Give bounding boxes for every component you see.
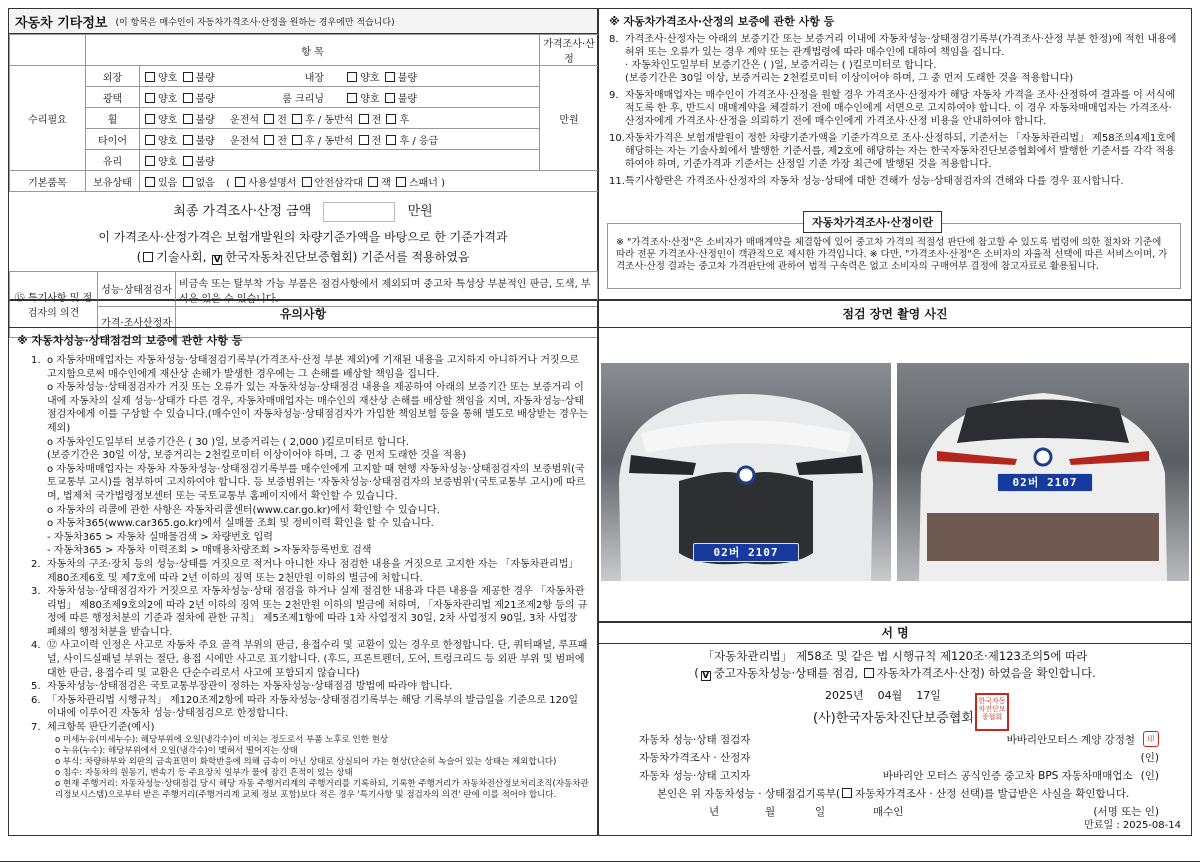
list-item: 5. 자동차성능·상태점검은 국토교통부장관이 정하는 자동차성능·상태점검 방법에 따라야 합니다. bbox=[31, 681, 453, 693]
gloss-options: 양호 불량 룸 크리닝 양호 불량 bbox=[140, 87, 540, 108]
checkbox[interactable] bbox=[183, 156, 193, 166]
photos-panel bbox=[598, 300, 1192, 622]
checkbox[interactable] bbox=[183, 72, 193, 82]
rear-car-illustration bbox=[897, 363, 1189, 581]
checkbox[interactable] bbox=[264, 135, 274, 145]
signature-date: 2025년 04월 17일 bbox=[825, 689, 941, 702]
price-guarantee-panel bbox=[598, 8, 1192, 300]
basic-label: 기본품목 bbox=[10, 171, 86, 192]
basis-standard: ( 기술사회, V 한국자동차진단보증협회) 기준서를 적용하였음 bbox=[136, 249, 470, 265]
list-item: 1. o 자동차매매업자는 자동차성능·상태점검기록부(가격조사·산정 부분 제외)에 기재된 내용을 고지하지 아니하거나 거짓으로 고지함으로써 매수인에게 재산상 손해가 발생한 경우에는 그 손해를 배상할 책임을 집니다. bbox=[31, 355, 579, 380]
photos-header: 점검 장면 촬영 사진 bbox=[599, 301, 1191, 328]
checkbox[interactable] bbox=[368, 177, 378, 187]
price-won: 만원 bbox=[540, 66, 599, 171]
checkbox[interactable] bbox=[347, 72, 357, 82]
list-item: o 현재 주행거리: 자동차성능·상태점검 당시 해당 자동 주행거리계의 주행거리를 기록하되, 기록한 주행거리가 자동차전산정보처리조직(자동차관리정보시스템)으로부터 받은 주행거리(주행거리계 교체 정보 포함)보다 적은 경우 '특기사항 및 점검자의 의견' 란에 이를 적어야 합니다. bbox=[55, 778, 589, 800]
list-item: o 자동차성능·상태점검자가 거짓 또는 오류가 있는 자동차성능·상태점검 내용을 제공하여 아래의 보증기간 또는 보증거리 이내에 자동차의 실제 성능·상태가 다른 경우, 자동차매매업자는 매수인의 재산상 손해를 배상할 책임을 지며, 자동차성능·상태점검자에게 이를 구상할 수 있습니다.(매수인이 자동차성능·상태점검자가 가입한 책임보험 등을 통해 별도로 배상받는 경우는 제외) bbox=[47, 382, 589, 434]
checkbox-tech-society[interactable] bbox=[143, 252, 153, 262]
checkbox-kaa[interactable]: V bbox=[213, 254, 221, 265]
row-glass: 유리 bbox=[86, 150, 140, 171]
notes-title: ※ 자동차성능·상태점검의 보증에 관한 사항 등 bbox=[17, 334, 243, 347]
price-definition-title: 자동차가격조사·산정이란 bbox=[803, 211, 942, 233]
list-item: o 자동차의 리콜에 관한 사항은 자동차리콜센터(www.car.go.kr)에서 확인할 수 있습니다. bbox=[47, 504, 440, 516]
notes-panel bbox=[8, 300, 598, 836]
signature-confirm-line: ( V 중고자동차성능·상태를 점검, 자동차가격조사·산정) 하였음을 확인합니다. bbox=[694, 666, 1096, 681]
checkbox[interactable] bbox=[347, 93, 357, 103]
glass-options: 양호 불량 bbox=[140, 150, 540, 171]
expiry-date: 만료일 : 2025-08-14 bbox=[1084, 820, 1181, 831]
checkbox[interactable] bbox=[386, 114, 396, 124]
notes-header: 유의사항 bbox=[9, 301, 597, 328]
checkbox-appraisal[interactable] bbox=[864, 668, 874, 678]
signature-panel bbox=[598, 622, 1192, 836]
signer-row: 자동차 성능·상태 점검자 바바리안모터스 계양 강정철 印 bbox=[639, 731, 1159, 749]
final-price-input[interactable] bbox=[323, 202, 395, 222]
row-room-cleaning: 룸 크리닝 bbox=[282, 93, 325, 105]
checkbox[interactable] bbox=[292, 135, 302, 145]
association-name: (사)한국자동차진단보증협회 bbox=[813, 711, 974, 726]
tire-options: 양호 불량 운전석 전 후 / 동반석 전 후 / 응급 bbox=[140, 129, 540, 150]
list-item: o 자동차365(www.car365.go.kr)에서 실매물 조회 및 정비이력 확인을 할 수 있습니다. bbox=[47, 518, 434, 530]
checkbox[interactable] bbox=[145, 114, 155, 124]
signature-header: 서 명 bbox=[599, 623, 1191, 644]
checkbox[interactable] bbox=[145, 156, 155, 166]
header-price: 가격조사·산정 bbox=[540, 35, 599, 66]
repair-table bbox=[9, 34, 599, 192]
price-guarantee-title: ※ 자동차가격조사·산정의 보증에 관한 사항 등 bbox=[609, 15, 835, 28]
list-item: o 자동차매매업자는 자동차 자동차성능·상태점검기록부를 매수인에게 고지할 때 현행 자동차성능·상태점검자의 보증범위(국토교통부 고시)를 첨부하여 고지하여야 합니다. 등 보증범위는 '자동차성능·상태점검자의 보증범위'(국토교통부 고시)에 따르며, 법제처 국가법령정보센터 또는 국토교통부 홈페이지에서 확인할 수 있습니다. bbox=[47, 463, 586, 502]
row-gloss: 광택 bbox=[86, 87, 140, 108]
list-item: 11. 특기사항란은 가격조사·산정자의 자동차 성능·상태에 대한 견해가 성능·상태점검자의 견해와 다를 경우 표시합니다. bbox=[609, 176, 1124, 187]
list-item: o 미세누유(미세누수): 해당부위에 오일(냉각수)이 비치는 정도로서 부품 노후로 인한 현상 bbox=[55, 734, 389, 745]
row-interior: 내장 bbox=[304, 72, 325, 84]
list-item: - 자동차365 > 자동차 실매물검색 > 차량번호 입력 bbox=[47, 531, 273, 543]
list-item: 3. 자동차성능·상태점검자가 거짓으로 자동차성능·상태 점검을 하거나 실제 점검한 내용과 다른 내용을 제공한 경우 「자동차관리법」 제80조제9호의2에 따라 2년 이하의 징역 또는 2천만원 이하의 벌금에 처하며, 「자동차관리법 제21조제2항 등의 규정에 따른 행정처분의 기준과 절차에 관한 규칙」 제5조제1항에 따라 1차 사업정지 30일, 2차 사업정지 90일, 3차 사업장 폐쇄의 행정처분을 받습니다. bbox=[31, 586, 588, 638]
holding-options: 있음 없음 ( 사용설명서 안전삼각대 잭 스패너 ) bbox=[140, 171, 599, 192]
signer-row: 자동차 성능·상태 고지자 바바리안 모터스 공식인증 중고차 BPS 자동차매매업소 (인) bbox=[639, 770, 1159, 782]
checkbox[interactable] bbox=[302, 177, 312, 187]
checkbox[interactable] bbox=[385, 72, 395, 82]
list-item: o 부식: 차량하부와 외판의 금속표면이 화학반응에 의해 금속이 아닌 상태로 상실되어 가는 현상(단순히 녹슬어 있는 상태는 제외합니다) bbox=[55, 756, 557, 767]
signer-list bbox=[639, 731, 1159, 821]
list-item: o 누유(누수): 해당부위에서 오일(냉각수)이 맺혀서 떨어지는 상태 bbox=[55, 745, 298, 756]
basis-line: 이 가격조사·산정가격은 보험개발원의 차량기준가액을 바탕으로 한 기준가격과 bbox=[98, 229, 508, 244]
final-price-unit: 만원 bbox=[407, 204, 433, 219]
repair-label: 수리필요 bbox=[10, 66, 86, 171]
checkbox[interactable] bbox=[145, 93, 155, 103]
receipt-line: 본인은 위 자동차성능 · 상태점검기록부( 자동차가격조사 · 산정 선택)를 발급받은 사실을 확인합니다. bbox=[657, 788, 1130, 800]
signer-row: 자동차가격조사 · 산정자 (인) bbox=[639, 752, 1159, 764]
checkbox-receipt-appraisal[interactable] bbox=[842, 788, 852, 798]
inspector-seal: 印 bbox=[1143, 731, 1159, 747]
list-item: (보증기간은 30일 이상, 보증거리는 2천킬로미터 이상이어야 하며, 그 중 먼저 도래한 것을 적용) bbox=[47, 450, 467, 462]
other-info-title: 자동차 기타정보 bbox=[15, 15, 108, 31]
list-item: 6. 「자동차관리법 시행규칙」 제120조제2항에 따라 자동차성능·상태점검기록부는 해당 기록부의 발급일을 기준으로 120일 이내에 이루어진 자동차 성능·상태점검으로 한정합니다. bbox=[31, 694, 579, 720]
checkbox[interactable] bbox=[183, 135, 193, 145]
price-definition-box: ※ "가격조사·산정"은 소비자가 매매계약을 체결함에 있어 중고차 가격의 적절성 판단에 참고할 수 있도록 법령에 의한 절차와 기준에 따라 전문 가격조사·산정인이 객관적으로 제시한 가격입니다. ※ 다만, "가격조사·산정"은 소비자의 자율적 선택에 따른 서비스이며, 가격조사·산정 결과는 중고차 가격판단에 관하여 법적 구속력은 없고 소비자의 구매여부 결정에 참고자료로 활용됩니다. bbox=[607, 223, 1181, 289]
final-price-label: 최종 가격조사·산정 금액 bbox=[173, 204, 312, 219]
list-item: 9. 자동차매매업자는 매수인이 가격조사·산정을 원할 경우 가격조사·산정자가 해당 자동차 가격을 조사·산정하여 결과를 이 서식에 적도록 한 후, 반드시 매매계약을 체결하기 전에 매수인에게 서면으로 고지하여야 합니다. 이 경우 자동차매매업자는 가격조사·산정자에게 가격조사·산정을 의뢰하기 전에 매수인에게 가격조사·산정 비용을 안내하여야 합니다. bbox=[609, 90, 1176, 127]
special-label: ⑮ 특기사항 및 점검자의 의견 bbox=[10, 271, 98, 337]
checkbox[interactable] bbox=[359, 135, 369, 145]
checkbox[interactable] bbox=[183, 114, 193, 124]
rear-plate: 02버 2107 bbox=[997, 473, 1093, 492]
list-item: 8. 가격조사·산정자는 아래의 보증기간 또는 보증거리 이내에 자동차성능·상태점검기록부(가격조사·산정 부분 한정)에 적힌 내용에 허위 또는 오류가 있는 경우 계약 또는 관계법령에 따라 매수인에 대하여 책임을 집니다. bbox=[609, 34, 1177, 58]
list-item: o 침수: 자동차의 원동기, 변속기 등 주요장치 일부가 물에 잠긴 흔적이 있는 상태 bbox=[55, 767, 353, 778]
criteria-list bbox=[31, 735, 589, 801]
checkbox[interactable] bbox=[145, 135, 155, 145]
signature-law-line: 「자동차관리법」 제58조 및 같은 법 시행규칙 제120조·제123조의5에 따라 bbox=[702, 649, 1088, 663]
special-appraiser-label: 가격·조사산정자 bbox=[98, 306, 176, 337]
list-item: 4. ⑫ 사고이력 인정은 사고로 자동차 주요 골격 부위의 판금, 용접수리 및 교환이 있는 경우로 한정합니다. 단, 쿼터패널, 루프패널, 사이드실패널 부위는 절단, 용접 시에만 사고로 표기합니다. (후드, 프론트펜더, 도어, 트렁크리드 등 외판 부위 및 범퍼에 대한 판금, 용접수리 및 교환은 단순수리로서 사고에 포함되지 않습니다) bbox=[31, 640, 588, 679]
list-item: · 자동차인도일부터 보증기간은 ( )일, 보증거리는 ( )킬로미터로 합니다. bbox=[625, 60, 937, 71]
list-item: 7. 체크항목 판단기준(예시) bbox=[31, 722, 155, 734]
checkbox[interactable] bbox=[183, 93, 193, 103]
checkbox[interactable] bbox=[385, 93, 395, 103]
front-plate: 02버 2107 bbox=[693, 543, 799, 562]
checkbox[interactable] bbox=[235, 177, 245, 187]
row-wheel: 휠 bbox=[86, 108, 140, 129]
special-inspector-text: 비금속 또는 탈부착 가능 부품은 점검사항에서 제외되며 중고차 특성상 부분적인 판금, 도색, 부식은 있을 수 있습니다. bbox=[176, 271, 598, 306]
front-car-photo bbox=[601, 363, 891, 581]
checkbox[interactable] bbox=[264, 114, 274, 124]
wheel-options: 양호 불량 운전석 전 후 / 동반석 전 후 bbox=[140, 108, 540, 129]
list-item: (보증기간은 30일 이상, 보증거리는 2천킬로미터 이상이어야 하며, 그 중 먼저 도래한 것을 적용합니다) bbox=[625, 73, 1074, 84]
receipt-sign-row: 년 월 일 매수인 (서명 또는 인) bbox=[709, 806, 1159, 818]
checkbox[interactable] bbox=[292, 114, 302, 124]
list-item: 10. 자동차가격은 보험개발원이 정한 차량기준가액을 기준가격으로 조사·산정하되, 기준서는 「자동차관리법」 제58조의4제1호에 해당하는 자는 기술사회에서 발행한 기준서를, 제2호에 해당하는 자는 한국자동차진단보증협회에서 발행한 기준서를 각각 적용하여야 하며, 기준가격과 기준서는 산정일 기준 가장 최근에 발행된 것을 적용합니다. bbox=[609, 133, 1176, 170]
special-inspector-label: 성능·상태점검자 bbox=[98, 271, 176, 306]
row-holding: 보유상태 bbox=[86, 171, 140, 192]
checkbox-inspection[interactable]: V bbox=[702, 671, 710, 681]
checkbox[interactable] bbox=[396, 177, 406, 187]
price-guarantee-list bbox=[609, 33, 1181, 188]
checkbox[interactable] bbox=[183, 177, 193, 187]
final-price-row bbox=[9, 200, 597, 222]
checkbox[interactable] bbox=[145, 177, 155, 187]
list-item: 2. 자동차의 구조·장치 등의 성능·상태를 거짓으로 적거나 아니한 자나 점검한 내용을 거짓으로 고지한 자는 「자동차관리법」 제80조제6호 및 제7호에 따라 2년 이하의 징역 또는 2천만원 이하의 벌금에 처합니다. bbox=[31, 558, 579, 584]
row-tire: 타이어 bbox=[86, 129, 140, 150]
list-item: o 자동차인도일부터 보증기간은 ( 30 )일, 보증거리는 ( 2,000 )킬로미터로 합니다. bbox=[47, 436, 410, 448]
header-item: 항 목 bbox=[86, 35, 540, 66]
notes-list bbox=[17, 354, 589, 801]
checkbox[interactable] bbox=[145, 72, 155, 82]
other-info-note: (이 항목은 매수인이 자동차가격조사·산정을 원하는 경우에만 적습니다) bbox=[115, 17, 395, 28]
exterior-options: 양호 불량 내장 양호 불량 bbox=[140, 66, 540, 87]
association-stamp: 한국자동차진단보증협회 bbox=[975, 693, 1009, 731]
list-item: - 자동차365 > 자동차 이력조회 > 매매용차량조회 >자동차등록번호 검색 bbox=[47, 545, 372, 557]
checkbox[interactable] bbox=[386, 135, 396, 145]
rear-car-photo bbox=[897, 363, 1189, 581]
checkbox[interactable] bbox=[359, 114, 369, 124]
row-exterior: 외장 bbox=[86, 66, 140, 87]
